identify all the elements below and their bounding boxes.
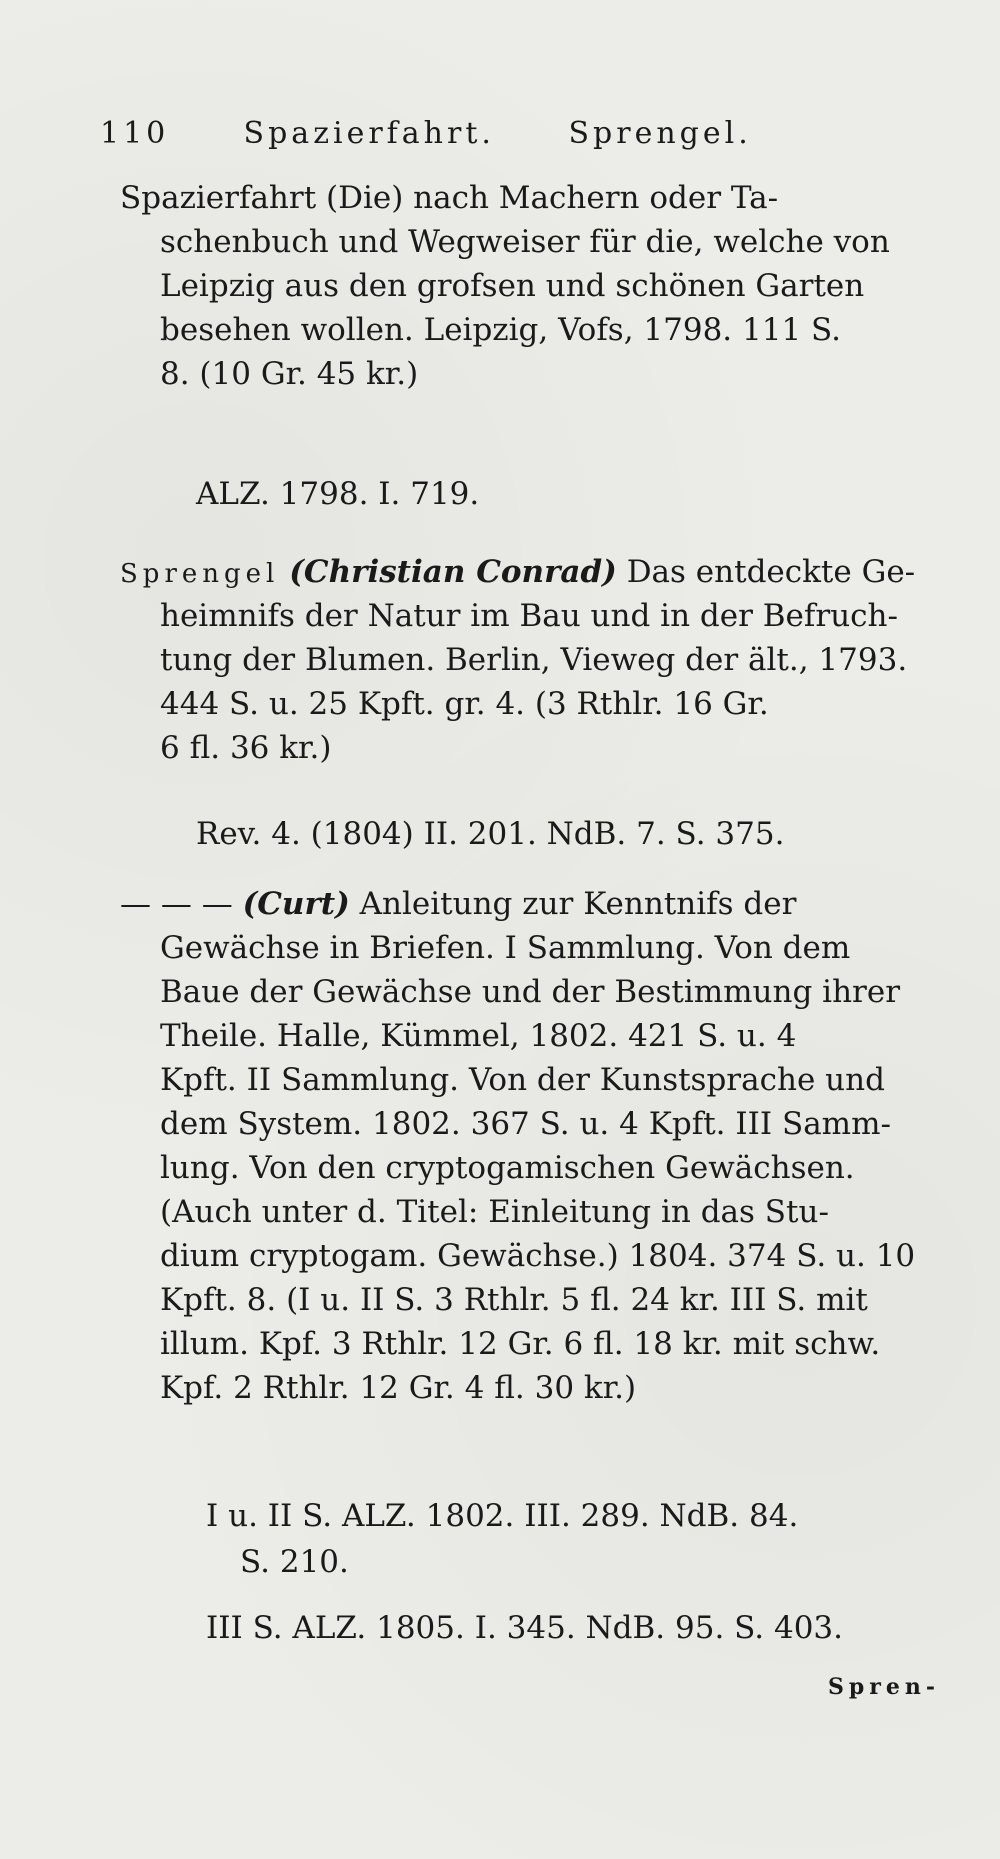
- entry-line: Kpft. 8. (I u. II S. 3 Rthlr. 5 fl. 24 kr. III S. mit: [160, 1282, 868, 1318]
- entry-spazierfahrt: [120, 176, 940, 396]
- entry-line: besehen wollen. Leipzig, Vofs, 1798. 111 S.: [160, 312, 842, 348]
- entry-line: Kpf. 2 Rthlr. 12 Gr. 4 fl. 30 kr.): [160, 1370, 637, 1406]
- page-number: 110: [100, 116, 170, 151]
- entry-line: Theile. Halle, Kümmel, 1802. 421 S. u. 4: [160, 1018, 797, 1054]
- entry-line: 444 S. u. 25 Kpft. gr. 4. (3 Rthlr. 16 Gr.: [160, 686, 769, 722]
- review-reference: ALZ. 1798. I. 719.: [196, 476, 480, 512]
- entry-line: Kpft. II Sammlung. Von der Kunstsprache und: [160, 1062, 885, 1098]
- entry-line: Leipzig aus den grofsen und schönen Garten: [160, 268, 865, 304]
- running-header: [100, 116, 900, 151]
- ditto-dashes: — — —: [120, 886, 233, 922]
- entry-line: dium cryptogam. Gewächse.) 1804. 374 S. u. 10: [160, 1238, 916, 1274]
- entry-line: lung. Von den cryptogamischen Gewächsen.: [160, 1150, 855, 1186]
- author-given-name: (Curt): [242, 886, 350, 922]
- entry-title-start: Das entdeckte Ge-: [626, 554, 916, 590]
- entry-line: dem System. 1802. 367 S. u. 4 Kpft. III Samm-: [160, 1106, 891, 1142]
- running-head-left: Spazierfahrt.: [243, 116, 495, 151]
- entry-sprengel-curt: [120, 882, 940, 1410]
- entry-line: illum. Kpf. 3 Rthlr. 12 Gr. 6 fl. 18 kr. mit schw.: [160, 1326, 881, 1362]
- review-reference-continued: S. 210.: [240, 1544, 349, 1580]
- entry-first-line: [120, 882, 940, 926]
- review-reference: I u. II S. ALZ. 1802. III. 289. NdB. 84.: [206, 1498, 799, 1534]
- entry-line: schenbuch und Wegweiser für die, welche von: [160, 224, 890, 260]
- entry-line: Baue der Gewächse und der Bestimmung ihrer: [160, 974, 901, 1010]
- entry-line: heimnifs der Natur im Bau und in der Befruch-: [160, 598, 898, 634]
- review-reference: Rev. 4. (1804) II. 201. NdB. 7. S. 375.: [196, 816, 785, 852]
- entry-line: 8. (10 Gr. 45 kr.): [160, 356, 419, 392]
- review-reference: III S. ALZ. 1805. I. 345. NdB. 95. S. 403.: [206, 1610, 844, 1646]
- running-head-right: Sprengel.: [568, 116, 752, 151]
- entry-sprengel-christian: [120, 550, 940, 770]
- author-name: Sprengel: [120, 559, 280, 589]
- entry-title-start: Anleitung zur Kenntnifs der: [359, 886, 797, 922]
- author-given-name: (Christian Conrad): [289, 554, 617, 590]
- entry-line: 6 fl. 36 kr.): [160, 730, 332, 766]
- entry-first-line: [120, 550, 940, 594]
- entry-line: (Auch unter d. Titel: Einleitung in das Stu-: [160, 1194, 829, 1230]
- catchword: Spren-: [828, 1674, 940, 1700]
- entry-line: Spazierfahrt (Die) nach Machern oder Ta-: [120, 180, 779, 216]
- entry-line: Gewächse in Briefen. I Sammlung. Von dem: [160, 930, 851, 966]
- entry-line: tung der Blumen. Berlin, Vieweg der ält., 1793.: [160, 642, 908, 678]
